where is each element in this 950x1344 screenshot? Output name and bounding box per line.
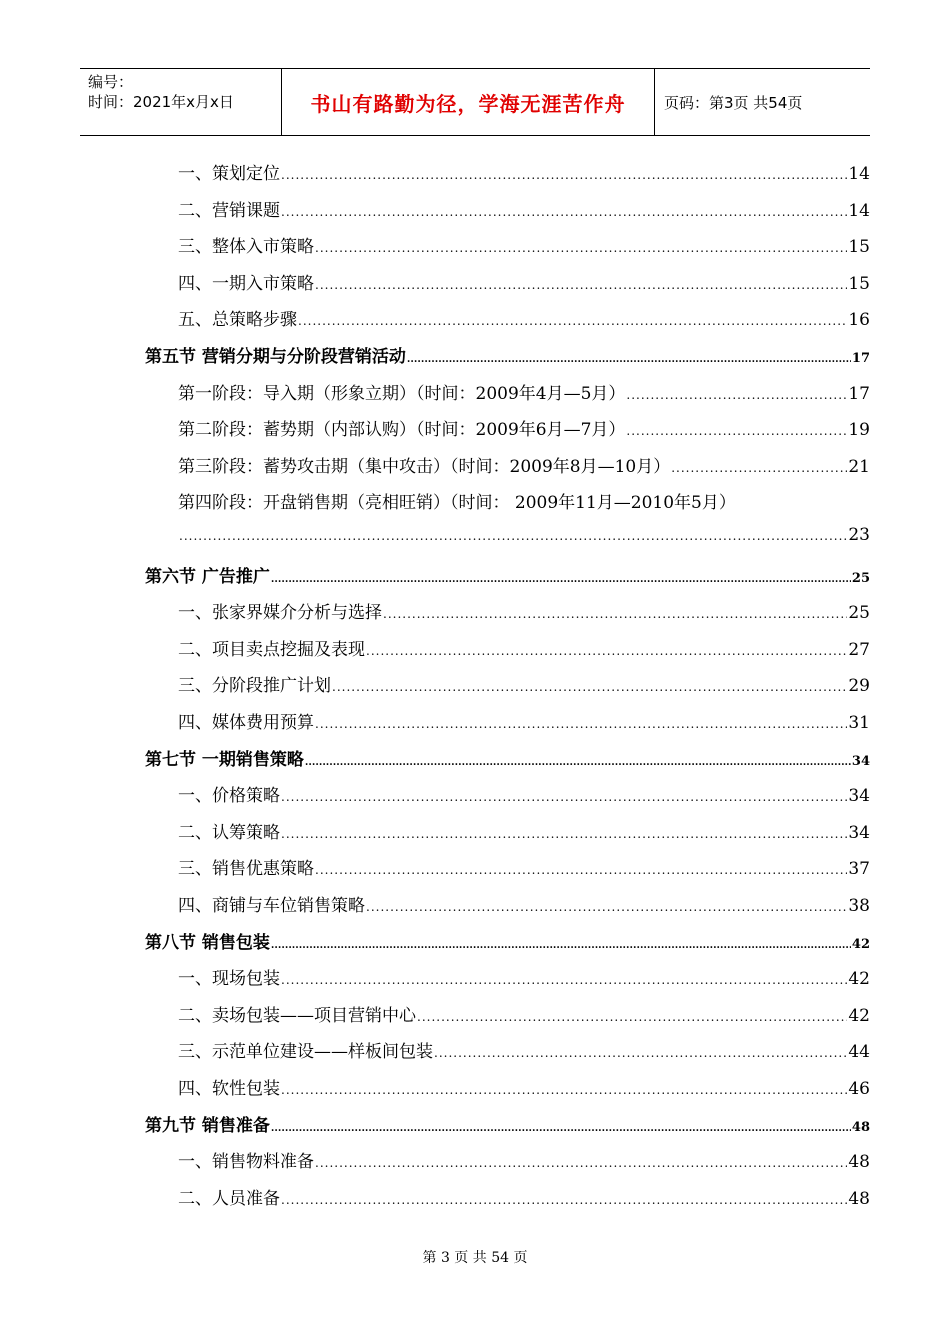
- toc-entry-page: 38: [848, 896, 870, 916]
- header-page-info: 页码：第3页 共54页: [664, 94, 803, 112]
- toc-entry[interactable]: [178, 598, 870, 623]
- toc-entry-label: 二、认筹策略: [178, 822, 280, 843]
- toc-entry[interactable]: [178, 159, 870, 184]
- toc-entry-label: 二、项目卖点挖掘及表现: [178, 639, 365, 660]
- toc-entry[interactable]: [178, 708, 870, 733]
- toc-entry[interactable]: [178, 269, 870, 294]
- toc-entry-page: 19: [848, 420, 870, 441]
- toc-section[interactable]: [145, 342, 870, 367]
- toc-entry-page: 17: [848, 383, 870, 404]
- toc-entry-label: 一、销售物料准备: [178, 1152, 314, 1173]
- dot-leader: [434, 1046, 847, 1060]
- toc-entry-page: 29: [848, 676, 870, 697]
- toc-entry[interactable]: [178, 891, 870, 916]
- dot-leader: [626, 388, 847, 402]
- toc-entry[interactable]: [178, 379, 870, 404]
- header-motto: 书山有路勤为径，学海无涯苦作舟: [310, 92, 626, 116]
- dot-leader: [417, 1010, 847, 1024]
- dot-leader: [315, 241, 847, 255]
- toc-section-label: 第九节 销售准备: [145, 1115, 270, 1136]
- dot-leader: [281, 827, 847, 841]
- toc-entry[interactable]: [178, 818, 870, 843]
- toc-entry-page: 48: [848, 1188, 870, 1209]
- header-top-rule: [80, 68, 870, 69]
- toc-entry-page: 14: [848, 200, 870, 221]
- toc-entry-page: 48: [851, 1119, 870, 1135]
- toc-entry-label: 三、分阶段推广计划: [178, 676, 331, 697]
- dot-leader: [366, 900, 847, 914]
- dot-leader: [281, 1193, 847, 1207]
- document-number: 编号：: [88, 73, 134, 91]
- toc-entry-label: 二、人员准备: [178, 1188, 280, 1209]
- dot-leader: [366, 644, 847, 658]
- toc-section[interactable]: [145, 745, 870, 770]
- dot-leader: [298, 314, 847, 328]
- toc-entry-label: 第一阶段：导入期（形象立期）（时间：2009年4月—5月）: [178, 383, 626, 404]
- toc-entry-page: 25: [851, 570, 870, 586]
- toc-entry-page: 17: [851, 351, 870, 366]
- toc-entry-page: 34: [851, 753, 870, 769]
- toc-entry-page: 42: [848, 969, 870, 990]
- toc-section[interactable]: [145, 562, 870, 587]
- toc-entry[interactable]: [178, 196, 870, 221]
- dot-leader: [271, 574, 851, 585]
- dot-leader: [383, 607, 847, 621]
- toc-section-label: 第五节 营销分期与分阶段营销活动: [145, 347, 406, 367]
- toc-entry[interactable]: [178, 671, 870, 696]
- toc-entry-label: 二、卖场包装——项目营销中心: [178, 1005, 416, 1026]
- toc-entry-page: 42: [851, 936, 870, 952]
- dot-leader: [315, 717, 847, 731]
- dot-leader: [407, 354, 851, 365]
- toc-entry[interactable]: [178, 305, 870, 330]
- toc-section-label: 第八节 销售包装: [145, 932, 270, 953]
- toc-entry-page: 37: [848, 859, 870, 880]
- toc-entry[interactable]: [178, 452, 870, 477]
- toc-entry-label: 一、策划定位: [178, 164, 280, 184]
- toc-entry-label: 五、总策略步骤: [178, 310, 297, 331]
- dot-leader: [315, 863, 847, 877]
- toc-entry[interactable]: [178, 488, 736, 513]
- toc-section-label: 第六节 广告推广: [145, 566, 270, 587]
- document-date: 时间：2021年x月x日: [88, 93, 234, 111]
- header-divider-right: [654, 68, 655, 136]
- dot-leader: [271, 1123, 851, 1134]
- toc-entry[interactable]: [178, 1184, 870, 1209]
- toc-entry[interactable]: [178, 415, 870, 440]
- toc-section[interactable]: [145, 1111, 870, 1136]
- header-meta: [88, 72, 234, 112]
- toc-section[interactable]: [145, 928, 870, 953]
- toc-entry-page: 48: [848, 1152, 870, 1173]
- toc-entry-page: 16: [848, 310, 870, 331]
- dot-leader: [305, 757, 851, 768]
- dot-leader: [281, 973, 847, 987]
- toc-entry-page: 25: [848, 603, 870, 624]
- toc-entry-label: 二、营销课题: [178, 200, 280, 221]
- toc-entry[interactable]: [178, 1074, 870, 1099]
- toc-entry-label: 四、商铺与车位销售策略: [178, 896, 365, 916]
- dot-leader: [271, 940, 851, 951]
- toc-entry-label: 四、媒体费用预算: [178, 713, 314, 733]
- dot-leader: [281, 790, 847, 804]
- toc-entry-label: 四、软性包装: [178, 1079, 280, 1099]
- toc-entry[interactable]: [178, 635, 870, 660]
- toc-entry-label: 一、张家界媒介分析与选择: [178, 603, 382, 624]
- toc-entry-label: 三、整体入市策略: [178, 237, 314, 258]
- toc-entry[interactable]: [178, 964, 870, 989]
- toc-entry-label: 一、价格策略: [178, 786, 280, 807]
- dot-leader: [671, 461, 847, 475]
- dot-leader: [281, 205, 847, 219]
- dot-leader: [315, 278, 847, 292]
- dot-leader: [626, 424, 847, 438]
- toc-entry-page: 15: [848, 237, 870, 258]
- toc-entry-page: 31: [848, 713, 870, 733]
- toc-entry[interactable]: [178, 1147, 870, 1172]
- toc-entry-page: 23: [848, 525, 870, 545]
- toc-entry-label: 第四阶段：开盘销售期（亮相旺销）（时间： 2009年11月—2010年5月）: [178, 493, 736, 514]
- toc-entry-page: 15: [848, 273, 870, 294]
- toc-entry[interactable]: [178, 1001, 870, 1026]
- toc-entry-label: 一、现场包装: [178, 969, 280, 990]
- page-footer: 第 3 页 共 54 页: [422, 1250, 528, 1266]
- toc-entry-label: 第三阶段：蓄势攻击期（集中攻击）（时间：2009年8月—10月）: [178, 456, 671, 477]
- toc-entry-page: 44: [848, 1042, 870, 1063]
- toc-entry-page: 14: [848, 164, 870, 184]
- toc-entry-label: 第二阶段：蓄势期（内部认购）（时间：2009年6月—7月）: [178, 420, 626, 441]
- toc-entry-page: 21: [848, 456, 870, 477]
- toc-entry-page: 42: [848, 1005, 870, 1026]
- toc-entry-leader: [178, 525, 870, 545]
- toc-entry[interactable]: [178, 1037, 870, 1062]
- dot-leader: [281, 168, 847, 182]
- toc-entry-label: 三、销售优惠策略: [178, 859, 314, 880]
- toc-entry[interactable]: [178, 781, 870, 806]
- toc-entry-label: 四、一期入市策略: [178, 273, 314, 294]
- toc-entry[interactable]: [178, 854, 870, 879]
- toc-entry-page: 27: [848, 639, 870, 660]
- toc-entry-page: 34: [848, 786, 870, 807]
- dot-leader: [332, 680, 847, 694]
- header-bottom-rule: [80, 135, 870, 136]
- dot-leader: [315, 1156, 847, 1170]
- dot-leader: [179, 529, 847, 543]
- toc-entry-page: 34: [848, 822, 870, 843]
- toc-entry-label: 三、示范单位建设——样板间包装: [178, 1042, 433, 1063]
- toc-section-label: 第七节 一期销售策略: [145, 749, 304, 770]
- dot-leader: [281, 1083, 847, 1097]
- toc-entry-page: 46: [848, 1079, 870, 1099]
- toc-entry[interactable]: [178, 232, 870, 257]
